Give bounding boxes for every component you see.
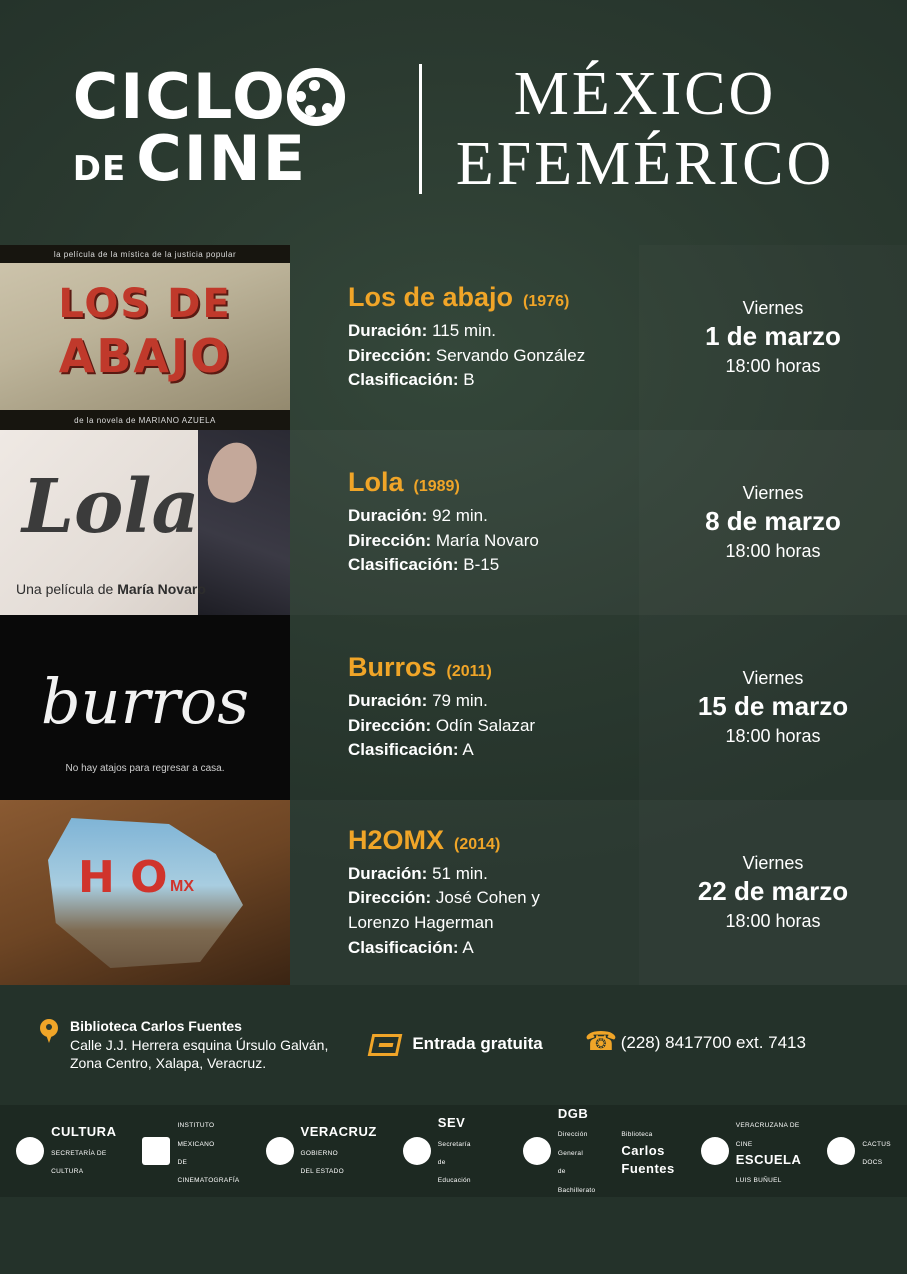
film-duration-label: Duración: bbox=[348, 691, 428, 711]
logo-text bbox=[862, 1133, 891, 1170]
logo-line2: VERACRUZANA DE CINE bbox=[735, 1122, 800, 1148]
film-direction-label: Dirección: bbox=[348, 345, 432, 365]
escuela-cine-icon bbox=[701, 1137, 729, 1165]
logo-text bbox=[621, 1123, 674, 1178]
location-pin-icon bbox=[40, 1019, 58, 1045]
film-rating bbox=[348, 936, 639, 961]
film-reel-hole bbox=[305, 105, 316, 116]
film-rating-value: A bbox=[462, 740, 474, 760]
poster-title-text: LOS DE bbox=[58, 281, 232, 327]
film-duration-label: Duración: bbox=[348, 863, 428, 883]
film-rating bbox=[348, 738, 639, 763]
film-day: Viernes bbox=[742, 297, 804, 318]
film-list bbox=[0, 245, 907, 985]
poster-bottom-text: de la novela de MARIANO AZUELA bbox=[0, 410, 290, 430]
film-info bbox=[290, 245, 639, 430]
film-direction bbox=[348, 886, 639, 911]
film-direction-value: José Cohen y bbox=[435, 888, 540, 908]
venue-address-line2: Zona Centro, Xalapa, Veracruz. bbox=[70, 1055, 267, 1072]
cine-word: CINE bbox=[136, 122, 308, 196]
poster-title-suffix: MX bbox=[170, 878, 194, 895]
poster-credit-name: María Novaro bbox=[117, 581, 206, 597]
film-direction bbox=[348, 714, 639, 739]
film-info bbox=[290, 800, 639, 985]
venue-info-bar bbox=[0, 985, 907, 1105]
film-day: Viernes bbox=[742, 667, 804, 688]
poster-title bbox=[455, 59, 835, 198]
logo-line1: Carlos bbox=[621, 1142, 665, 1158]
venue-info bbox=[40, 1017, 328, 1074]
logo-dgb bbox=[523, 1105, 596, 1197]
film-duration-label: Duración: bbox=[348, 321, 428, 341]
film-rating bbox=[348, 553, 639, 578]
film-reel-hole bbox=[295, 91, 306, 102]
logo-text bbox=[51, 1123, 116, 1178]
ticket-icon bbox=[368, 1034, 403, 1056]
film-duration bbox=[348, 689, 639, 714]
film-rating-value: B-15 bbox=[463, 555, 500, 575]
logo-sev bbox=[403, 1114, 471, 1188]
sponsor-logo-bar bbox=[0, 1105, 907, 1197]
film-rating-label: Clasificación: bbox=[348, 740, 459, 760]
film-duration-label: Duración: bbox=[348, 506, 428, 526]
poster-artwork bbox=[0, 800, 290, 985]
logo-imcine bbox=[142, 1114, 239, 1188]
logo-line3: Fuentes bbox=[621, 1161, 675, 1177]
logo-cultura bbox=[16, 1123, 116, 1178]
header-divider bbox=[419, 64, 422, 194]
film-title-line bbox=[348, 825, 639, 856]
film-title: Los de abajo bbox=[348, 282, 514, 313]
film-poster-h2omx bbox=[0, 800, 290, 985]
film-direction bbox=[348, 529, 639, 554]
admission-label: Entrada gratuita bbox=[412, 1034, 543, 1053]
logo-line2: INSTITUTO MEXICANO bbox=[177, 1122, 215, 1148]
film-title: Burros bbox=[348, 652, 437, 683]
logo-line1: DGB bbox=[557, 1106, 589, 1122]
film-date: 22 de marzo bbox=[697, 876, 849, 907]
film-direction-label: Dirección: bbox=[348, 530, 432, 550]
film-title: Lola bbox=[348, 467, 404, 498]
logo-line2: Dirección General bbox=[557, 1131, 588, 1157]
poster-title-text: Lola bbox=[22, 464, 200, 550]
venue-name: Biblioteca Carlos Fuentes bbox=[70, 1017, 242, 1034]
film-duration bbox=[348, 504, 639, 529]
film-duration-value: 51 min. bbox=[432, 863, 488, 883]
film-year: (2011) bbox=[446, 663, 492, 681]
film-rating-label: Clasificación: bbox=[348, 370, 459, 390]
poster-title-line1: MÉXICO bbox=[513, 59, 777, 128]
logo-text bbox=[301, 1123, 377, 1178]
logo-line3: de Educación bbox=[437, 1159, 471, 1185]
contact-phone[interactable]: (228) 8417700 ext. 7413 bbox=[620, 1033, 806, 1052]
logo-line3: DOCS bbox=[862, 1159, 883, 1166]
film-date: 1 de marzo bbox=[705, 321, 841, 352]
logo-line2: SECRETARÍA DE CULTURA bbox=[51, 1149, 107, 1176]
sev-seal-icon bbox=[403, 1137, 431, 1165]
film-schedule bbox=[639, 615, 907, 800]
film-poster-lola bbox=[0, 430, 290, 615]
film-direction bbox=[348, 344, 639, 369]
film-year: (1976) bbox=[523, 293, 570, 311]
poster-artwork bbox=[0, 430, 290, 615]
film-direction-continued: Lorenzo Hagerman bbox=[348, 913, 494, 932]
film-duration bbox=[348, 319, 639, 344]
logo-biblioteca-carlos-fuentes bbox=[621, 1123, 674, 1178]
film-day: Viernes bbox=[742, 482, 804, 503]
film-direction-value: Odín Salazar bbox=[435, 715, 536, 735]
ciclo-de-cine-logo bbox=[72, 59, 385, 196]
poster-credit-prefix: Una película de bbox=[16, 581, 118, 597]
film-direction-label: Dirección: bbox=[348, 715, 432, 735]
film-row bbox=[0, 615, 907, 800]
logo-text bbox=[736, 1114, 802, 1188]
cactus-docs-icon bbox=[827, 1137, 855, 1165]
logo-line1: VERACRUZ bbox=[300, 1124, 377, 1140]
logo-line2: GOBIERNO bbox=[300, 1149, 338, 1157]
film-date: 8 de marzo bbox=[705, 506, 841, 537]
eagle-seal-icon bbox=[16, 1137, 44, 1165]
film-title-line bbox=[348, 282, 639, 313]
venue-text bbox=[70, 1017, 328, 1074]
pin-hole bbox=[46, 1024, 52, 1030]
poster-title-text: burros bbox=[40, 665, 250, 738]
film-duration-value: 115 min. bbox=[432, 321, 497, 341]
logo-text bbox=[558, 1105, 596, 1197]
film-year: (1989) bbox=[413, 478, 460, 496]
logo-escuela-de-cine bbox=[701, 1114, 802, 1188]
film-duration bbox=[348, 862, 639, 887]
film-title-line bbox=[348, 467, 639, 498]
film-year: (2014) bbox=[454, 835, 501, 853]
film-poster-los-de-abajo bbox=[0, 245, 290, 430]
logo-cactus-docs bbox=[827, 1133, 891, 1170]
film-row bbox=[0, 430, 907, 615]
poster-title-text-2: ABAJO bbox=[58, 329, 232, 383]
logo-line1: CULTURA bbox=[51, 1124, 117, 1140]
poster-credit bbox=[16, 581, 206, 597]
contact-info bbox=[585, 1033, 806, 1057]
veracruz-seal-icon bbox=[266, 1137, 294, 1165]
logo-line3: LUIS BUÑUEL bbox=[735, 1177, 782, 1185]
logo-line2: Biblioteca bbox=[621, 1131, 653, 1139]
logo-text bbox=[438, 1114, 471, 1188]
venue-address-line1: Calle J.J. Herrera esquina Úrsulo Galván, bbox=[70, 1036, 329, 1053]
film-duration-value: 92 min. bbox=[432, 506, 488, 526]
film-time: 18:00 horas bbox=[725, 910, 821, 931]
poster-artwork bbox=[0, 615, 290, 800]
logo-line1: SEV bbox=[437, 1115, 466, 1131]
film-rating bbox=[348, 368, 639, 393]
de-cine-line bbox=[72, 122, 308, 196]
de-word: DE bbox=[72, 149, 127, 190]
film-info bbox=[290, 430, 639, 615]
film-schedule bbox=[639, 800, 907, 985]
film-duration-value: 79 min. bbox=[432, 691, 488, 711]
film-schedule bbox=[639, 245, 907, 430]
admission-info bbox=[370, 1034, 542, 1056]
film-rating-value: B bbox=[463, 370, 475, 390]
film-time: 18:00 horas bbox=[725, 355, 821, 376]
logo-line1: ESCUELA bbox=[735, 1152, 802, 1167]
film-time: 18:00 horas bbox=[725, 540, 821, 561]
film-direction-label: Dirección: bbox=[348, 888, 432, 908]
film-title: H2OMX bbox=[348, 824, 445, 855]
poster-top-text: la película de la mística de la justicia popular bbox=[0, 245, 290, 263]
ciclo-line bbox=[72, 59, 345, 133]
logo-line2: Secretaría bbox=[437, 1140, 471, 1148]
poster-title-text: H O bbox=[78, 852, 168, 903]
logo-line3: de Bachillerato bbox=[557, 1168, 596, 1194]
dgb-icon bbox=[523, 1137, 551, 1165]
film-direction-value: María Novaro bbox=[435, 530, 539, 550]
film-poster-burros bbox=[0, 615, 290, 800]
imcine-icon bbox=[142, 1137, 170, 1165]
film-rating-value: A bbox=[462, 937, 474, 957]
film-date: 15 de marzo bbox=[697, 691, 849, 722]
poster-tagline: No hay atajos para regresar a casa. bbox=[65, 763, 225, 774]
film-info bbox=[290, 615, 639, 800]
film-rating-label: Clasificación: bbox=[348, 937, 459, 957]
phone-icon bbox=[585, 1033, 609, 1057]
logo-line3: DEL ESTADO bbox=[300, 1168, 345, 1176]
film-reel-icon bbox=[287, 68, 345, 126]
film-day: Viernes bbox=[742, 852, 804, 873]
logo-line3: DE CINEMATOGRAFÍA bbox=[177, 1159, 240, 1185]
film-rating-label: Clasificación: bbox=[348, 555, 459, 575]
film-schedule bbox=[639, 430, 907, 615]
film-row bbox=[0, 800, 907, 985]
film-direction-value: Servando González bbox=[435, 345, 586, 365]
logo-line2: CACTUS bbox=[862, 1140, 891, 1148]
ciclo-word: CICLO bbox=[72, 59, 287, 133]
logo-text bbox=[177, 1114, 239, 1188]
film-row bbox=[0, 245, 907, 430]
film-time: 18:00 horas bbox=[725, 725, 821, 746]
logo-veracruz bbox=[266, 1123, 377, 1178]
film-title-line bbox=[348, 652, 639, 683]
poster-header bbox=[0, 0, 907, 245]
poster-title-line2: EFEMÉRICO bbox=[455, 129, 835, 198]
poster-artwork bbox=[0, 245, 290, 430]
